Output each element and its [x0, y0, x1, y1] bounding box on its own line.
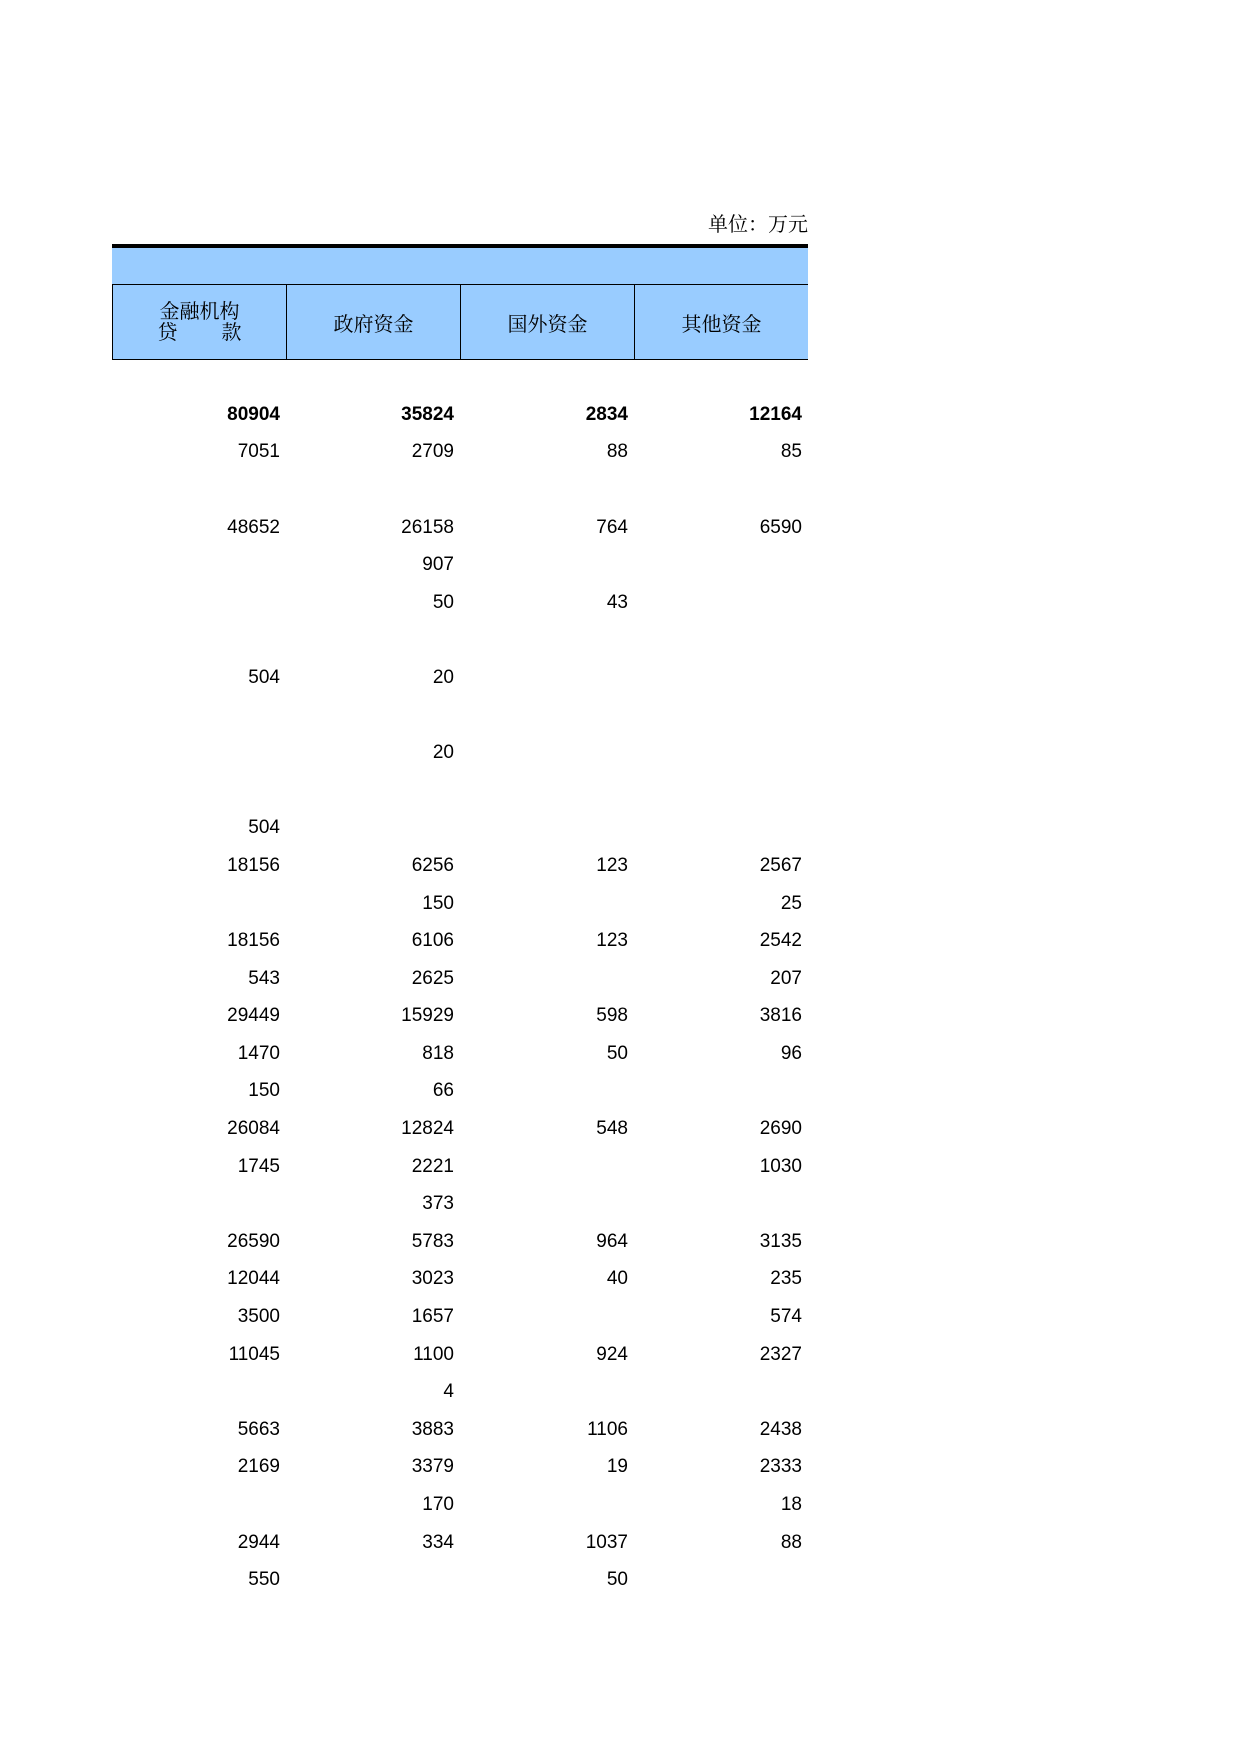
table-row — [112, 471, 808, 509]
table-row — [112, 734, 808, 772]
table-cell: 48652 — [227, 516, 280, 538]
table-cell: 18 — [780, 1494, 802, 1516]
table-cell: 4 — [443, 1381, 454, 1403]
table-cell: 19 — [606, 1456, 628, 1478]
table-cell: 85 — [780, 441, 802, 463]
table-cell: 3379 — [411, 1456, 454, 1478]
table-cell: 50 — [606, 1569, 628, 1591]
table-cell: 20 — [432, 666, 454, 688]
table-cell: 2333 — [759, 1456, 802, 1478]
table-body — [112, 396, 808, 1599]
table-row — [112, 1561, 808, 1599]
table-cell: 66 — [432, 1080, 454, 1102]
table-cell: 26158 — [401, 516, 454, 538]
table-cell: 80904 — [227, 403, 280, 425]
table-cell: 6106 — [411, 930, 454, 952]
table-cell: 170 — [422, 1494, 454, 1516]
table-cell: 235 — [770, 1268, 802, 1290]
table-row — [112, 1073, 808, 1111]
table-cell: 26084 — [227, 1118, 280, 1140]
table-cell: 11045 — [228, 1343, 280, 1365]
table-row — [112, 584, 808, 622]
column-header-government-funds: 政府资金 — [286, 285, 460, 359]
table-cell: 40 — [606, 1268, 628, 1290]
table-cell: 3883 — [411, 1418, 454, 1440]
table-cell: 150 — [422, 892, 454, 914]
table-cell: 5783 — [411, 1230, 454, 1252]
table-cell: 35824 — [401, 403, 454, 425]
table-cell: 574 — [770, 1306, 802, 1328]
table-row — [112, 960, 808, 998]
table-cell: 2221 — [411, 1155, 454, 1177]
table-cell: 5663 — [237, 1418, 280, 1440]
table-total-row — [112, 396, 808, 434]
table-cell: 964 — [596, 1230, 628, 1252]
table-cell: 12164 — [749, 403, 802, 425]
table-cell: 2944 — [237, 1531, 280, 1553]
table-cell: 1470 — [237, 1042, 280, 1064]
table-cell: 550 — [248, 1569, 280, 1591]
unit-label: 单位：万元 — [708, 212, 808, 236]
table-cell: 548 — [596, 1118, 628, 1140]
column-header-foreign-funds: 国外资金 — [460, 285, 634, 359]
table-row — [112, 659, 808, 697]
column-header-line: 金融机构 — [159, 299, 240, 323]
table-cell: 373 — [422, 1193, 454, 1215]
table-cell: 207 — [770, 967, 802, 989]
table-cell: 18156 — [227, 854, 280, 876]
table-cell: 2625 — [411, 967, 454, 989]
table-cell: 2542 — [759, 930, 802, 952]
table-cell: 29449 — [227, 1005, 280, 1027]
table-row — [112, 546, 808, 584]
table-row — [112, 1449, 808, 1487]
table-cell: 1100 — [413, 1343, 454, 1365]
table-cell: 12044 — [227, 1268, 280, 1290]
column-header-other-funds: 其他资金 — [634, 285, 808, 359]
column-header-financial-loans — [112, 285, 286, 359]
table-cell: 26590 — [227, 1230, 280, 1252]
table-cell: 504 — [248, 817, 280, 839]
table-cell: 123 — [596, 930, 628, 952]
table-cell: 43 — [606, 591, 628, 613]
table-cell: 123 — [596, 854, 628, 876]
table-row — [112, 1185, 808, 1223]
table-cell: 1657 — [411, 1306, 454, 1328]
table-cell: 598 — [596, 1005, 628, 1027]
table-cell: 543 — [248, 967, 280, 989]
table-row — [112, 922, 808, 960]
table-cell: 2169 — [237, 1456, 280, 1478]
table-cell: 50 — [432, 591, 454, 613]
table-row — [112, 1110, 808, 1148]
table-row — [112, 1298, 808, 1336]
table-cell: 1037 — [585, 1531, 628, 1553]
table-cell: 15929 — [401, 1005, 454, 1027]
table-cell: 2834 — [585, 403, 628, 425]
table-row — [112, 1486, 808, 1524]
table-cell: 924 — [596, 1343, 628, 1365]
table-cell: 504 — [248, 666, 280, 688]
table-cell: 2690 — [759, 1118, 802, 1140]
table-cell: 6590 — [759, 516, 802, 538]
table-cell: 50 — [606, 1042, 628, 1064]
table-cell: 1745 — [237, 1155, 280, 1177]
table-cell: 3023 — [411, 1268, 454, 1290]
table-cell: 25 — [780, 892, 802, 914]
table-cell: 2709 — [411, 441, 454, 463]
table-row — [112, 1336, 808, 1374]
table-cell: 1030 — [759, 1155, 802, 1177]
table-cell: 334 — [422, 1531, 454, 1553]
table-cell: 3500 — [237, 1306, 280, 1328]
table-cell: 88 — [606, 441, 628, 463]
table-row — [112, 1223, 808, 1261]
table-row — [112, 434, 808, 472]
table-cell: 96 — [780, 1042, 802, 1064]
table-cell: 20 — [432, 742, 454, 764]
table-cell: 88 — [780, 1531, 802, 1553]
table-cell: 2567 — [759, 854, 802, 876]
table-row — [112, 509, 808, 547]
table-row — [112, 622, 808, 660]
table-cell: 6256 — [411, 854, 454, 876]
table-row — [112, 847, 808, 885]
table-row — [112, 1035, 808, 1073]
table-cell: 3816 — [759, 1005, 802, 1027]
table-cell: 818 — [422, 1042, 454, 1064]
table-cell: 907 — [422, 554, 454, 576]
table-row — [112, 1411, 808, 1449]
table-cell: 2438 — [759, 1418, 802, 1440]
table-cell: 1106 — [587, 1418, 628, 1440]
table-cell: 764 — [596, 516, 628, 538]
table-header-band — [112, 248, 808, 284]
table-row — [112, 1261, 808, 1299]
table-row — [112, 1373, 808, 1411]
table-header-row — [112, 284, 808, 360]
table-row — [112, 1148, 808, 1186]
table-row — [112, 1524, 808, 1562]
table-cell: 12824 — [401, 1118, 454, 1140]
column-header-line: 贷款 — [157, 320, 242, 344]
table-row — [112, 810, 808, 848]
table-cell: 18156 — [227, 930, 280, 952]
table-row — [112, 697, 808, 735]
table-cell: 3135 — [759, 1230, 802, 1252]
table-row — [112, 772, 808, 810]
table-row — [112, 885, 808, 923]
table-cell: 7051 — [237, 441, 280, 463]
table-cell: 2327 — [759, 1343, 802, 1365]
table-row — [112, 998, 808, 1036]
table-cell: 150 — [248, 1080, 280, 1102]
